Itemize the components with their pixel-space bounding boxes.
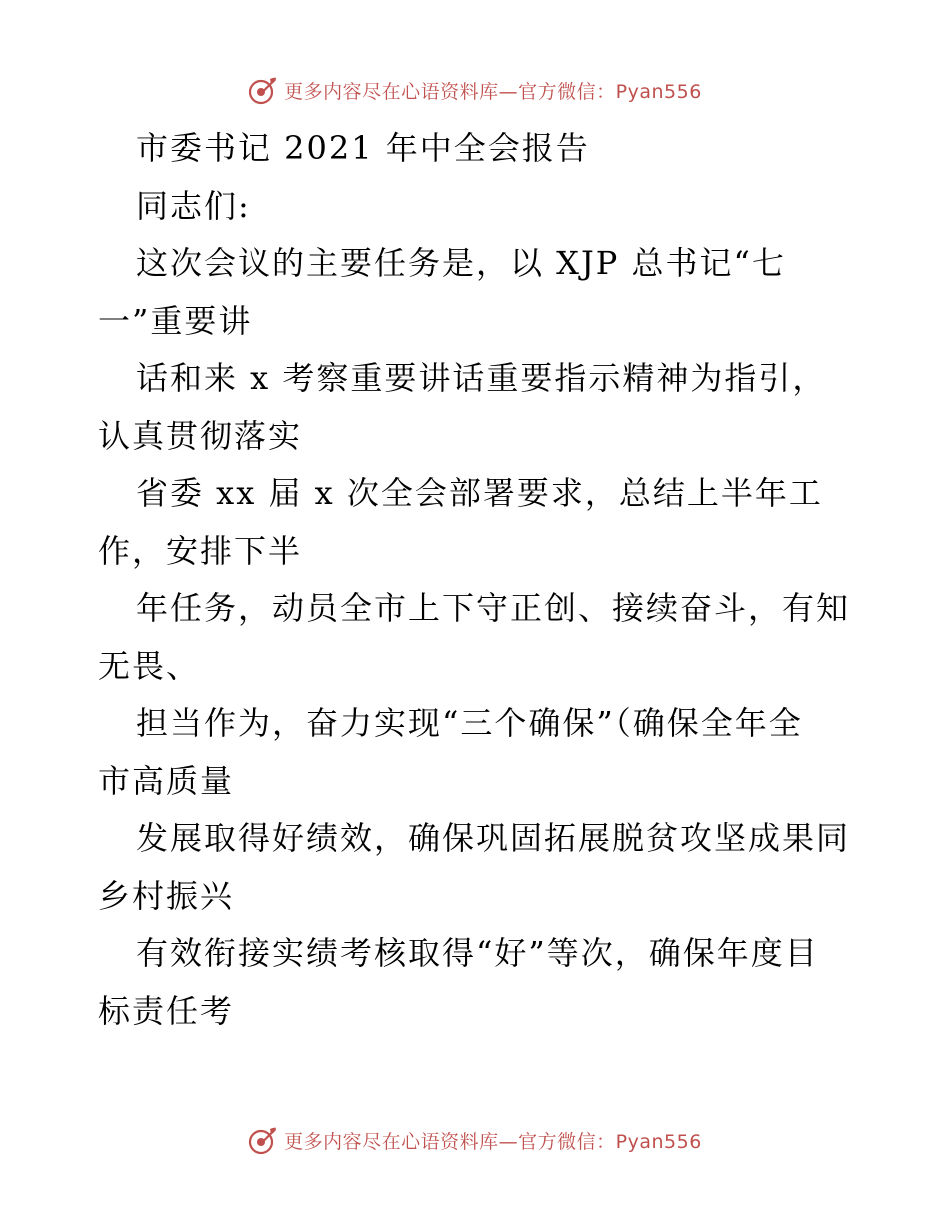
paragraph-line: 这次会议的主要任务是，以 XJP 总书记“七 <box>136 244 786 282</box>
paragraph-line: 话和来 x 考察重要讲话重要指示精神为指引， <box>136 359 827 397</box>
paragraph-line: 作，安排下半 <box>98 531 303 570</box>
salutation: 同志们: <box>136 186 251 225</box>
document-body <box>98 120 858 1040</box>
paragraph-line: 标责任考 <box>98 991 235 1030</box>
document-title: 市委书记 2021 年中全会报告 <box>136 129 590 167</box>
paragraph-line: 无畏、 <box>98 646 201 685</box>
paragraph-line: 乡村振兴 <box>98 876 235 915</box>
header-banner-text: 更多内容尽在心语资料库—官方微信：Pyan556 <box>284 80 702 103</box>
paragraph-line: 发展取得好绩效，确保巩固拓展脱贫攻坚成果同 <box>136 819 851 857</box>
paragraph-line: 市高质量 <box>98 761 235 800</box>
paragraph-line: 有效衔接实绩考核取得“好”等次，确保年度目 <box>136 934 819 972</box>
quill-logo-icon <box>248 1125 278 1155</box>
paragraph-line: 担当作为，奋力实现“三个确保”（确保全年全 <box>136 704 803 742</box>
footer-banner <box>0 1120 950 1160</box>
paragraph-line: 认真贯彻落实 <box>98 416 303 455</box>
paragraph-line: 一”重要讲 <box>98 301 253 340</box>
footer-banner-text: 更多内容尽在心语资料库—官方微信：Pyan556 <box>284 1130 702 1153</box>
paragraph-line: 年任务，动员全市上下守正创、接续奋斗，有知 <box>136 589 851 627</box>
quill-logo-icon <box>248 75 278 105</box>
paragraph-line: 省委 xx 届 x 次全会部署要求，总结上半年工 <box>136 474 823 512</box>
header-banner <box>0 70 950 110</box>
